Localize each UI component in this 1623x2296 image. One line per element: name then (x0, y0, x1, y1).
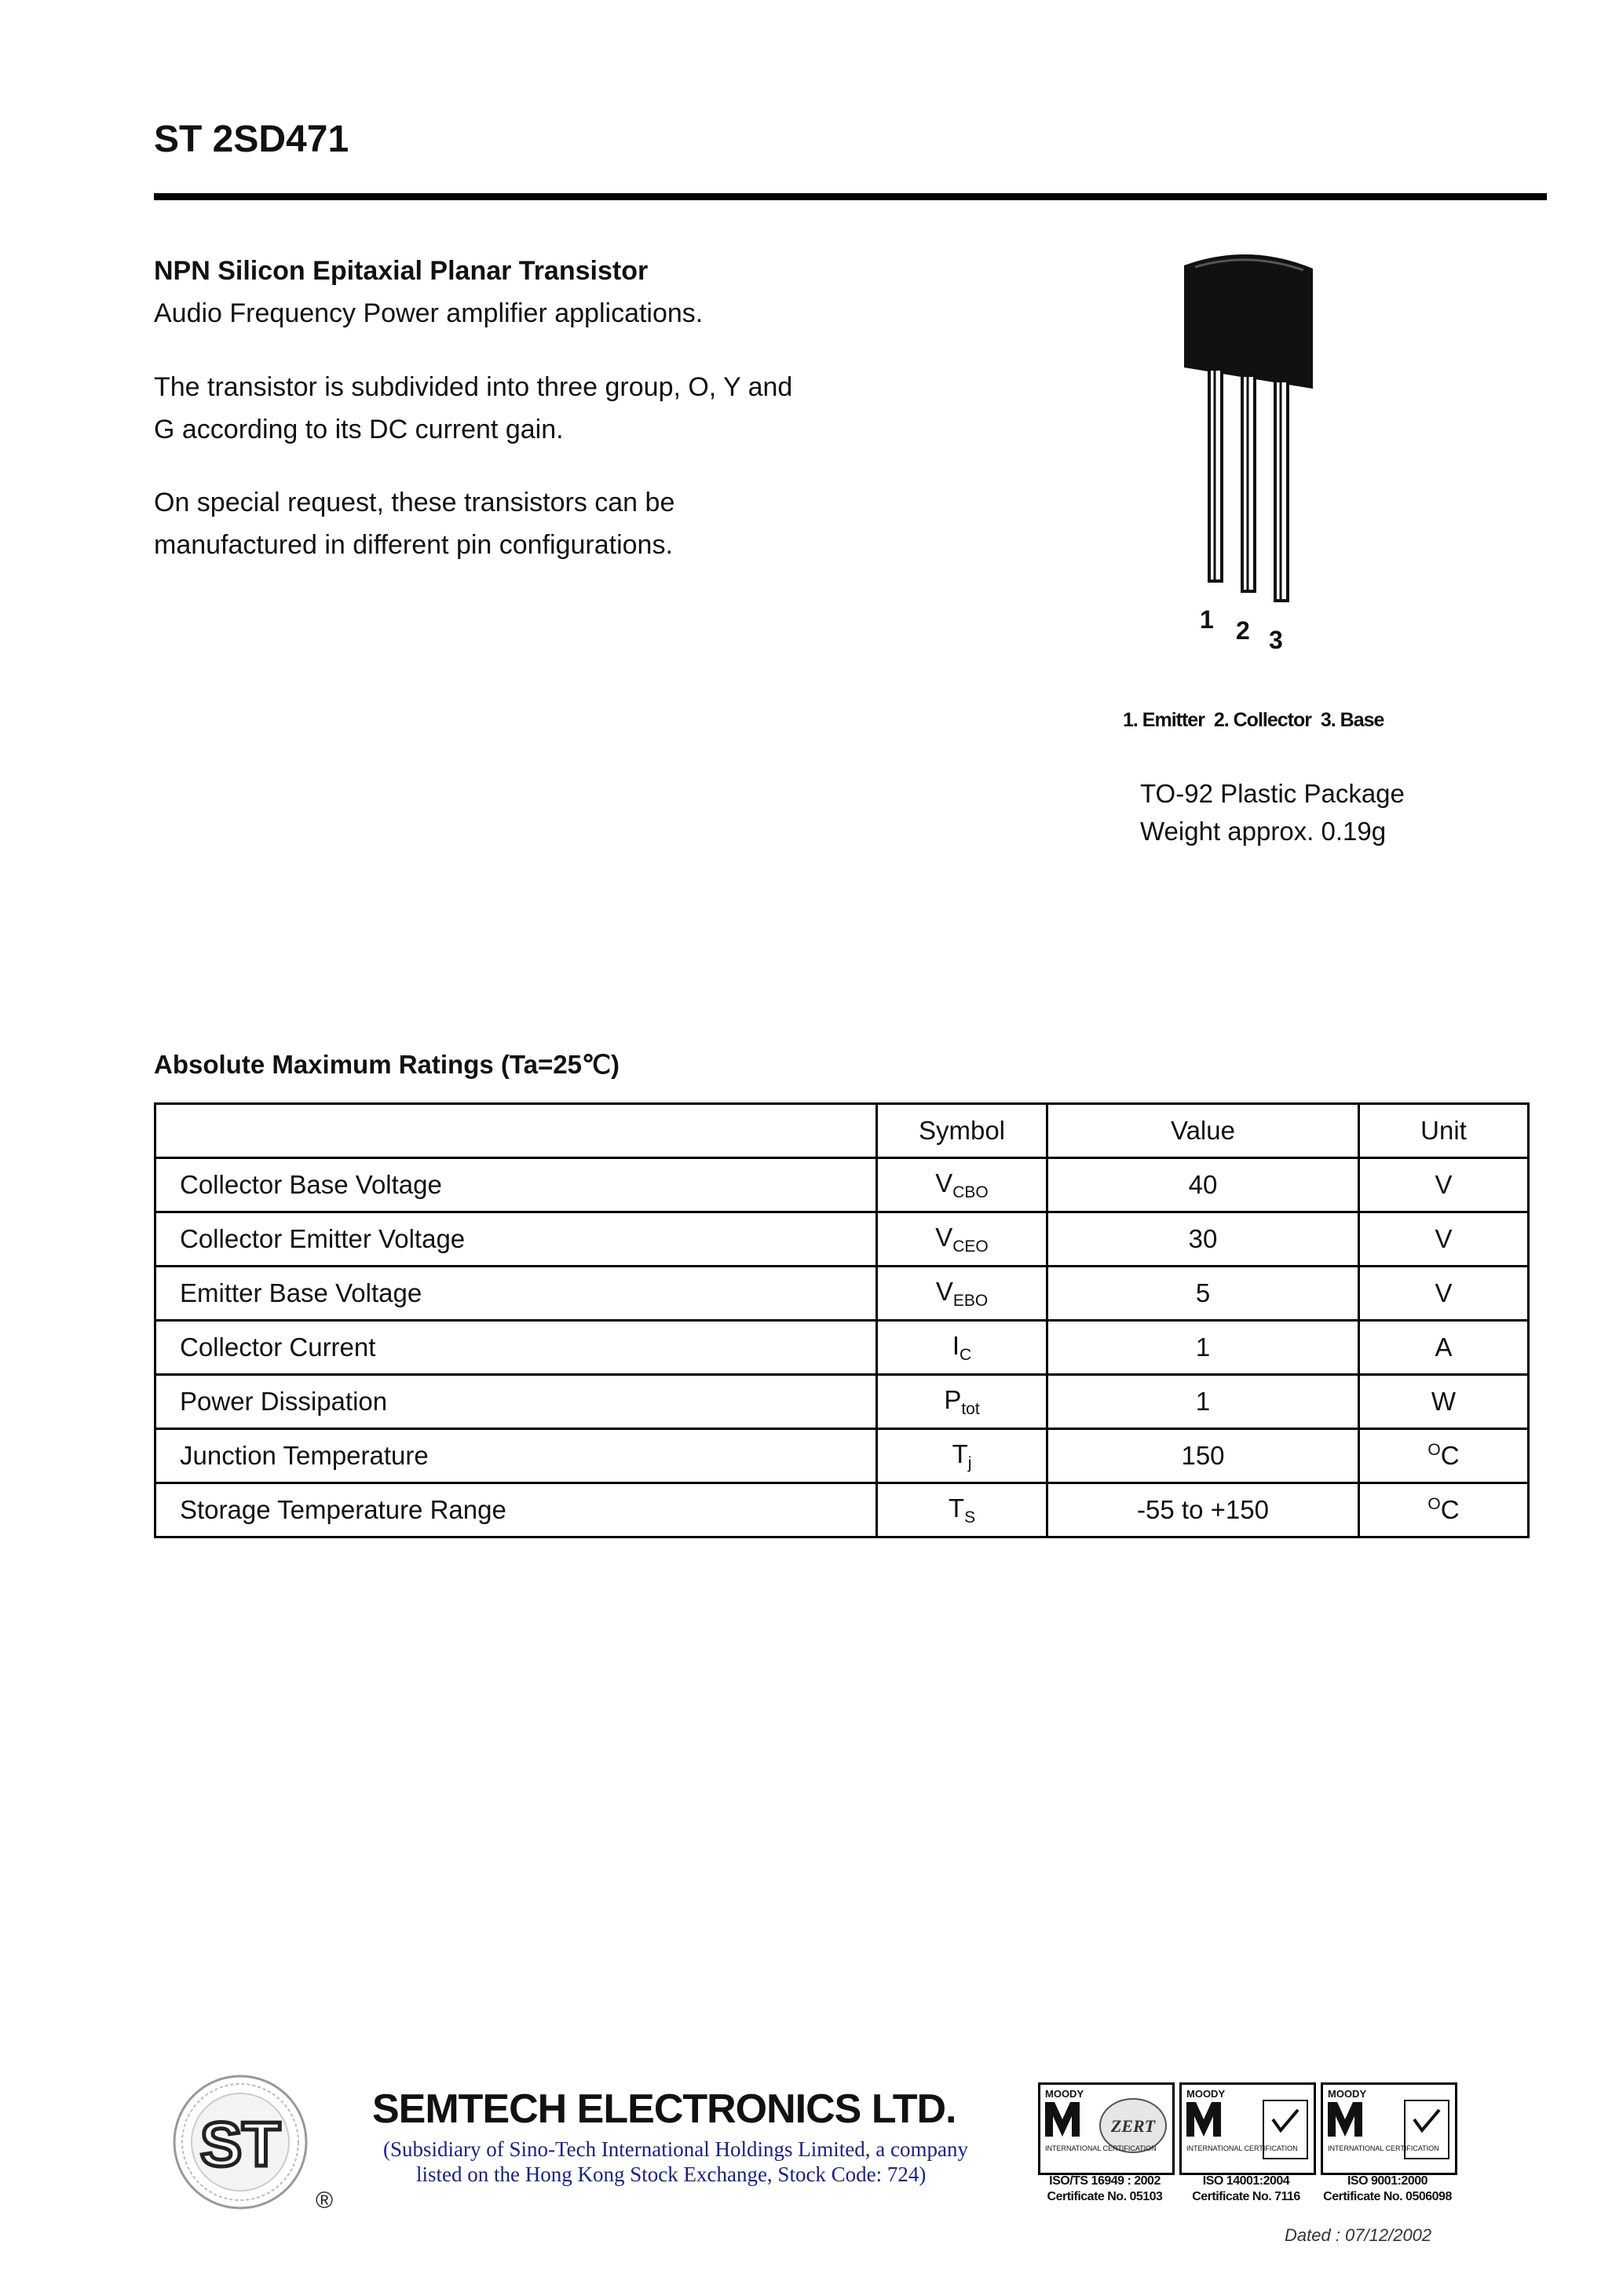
row-symbol: $T_S$ (877, 1483, 1047, 1537)
table-row (155, 1158, 1529, 1212)
moody-cert-badge-iso-9001 (1321, 2082, 1457, 2175)
cert-number: Certificate No. 0506098 (1323, 2190, 1452, 2203)
row-symbol: $V_{CEO}$ (877, 1212, 1047, 1267)
row-symbol: $T_j$ (877, 1429, 1047, 1483)
pin-config-paragraph (154, 481, 861, 566)
row-value: 1 (1047, 1321, 1359, 1375)
moody-m-icon (1186, 2102, 1221, 2137)
package-name: TO-92 Plastic Package (1140, 779, 1405, 808)
row-value: 1 (1047, 1375, 1359, 1429)
application-text (154, 292, 861, 335)
cert-caption-2 (1175, 2174, 1318, 2205)
pin-number-2: 2 (1236, 616, 1250, 645)
moody-cert-badge-iso-ts (1038, 2082, 1175, 2175)
header-value: Value (1047, 1104, 1359, 1158)
row-value: 30 (1047, 1212, 1359, 1267)
moody-m-icon (1045, 2102, 1080, 2137)
row-parameter: Junction Temperature (155, 1429, 877, 1483)
cert-sub: INTERNATIONAL CERTIFICATION (1045, 2144, 1157, 2152)
ratings-table (154, 1102, 1530, 1538)
table-row (155, 1375, 1529, 1429)
table-row (155, 1321, 1529, 1375)
moody-m-icon (1328, 2102, 1362, 2137)
moody-cert-badge-iso-14001 (1179, 2082, 1316, 2175)
row-unit: A (1359, 1321, 1529, 1375)
header-unit: Unit (1359, 1104, 1529, 1158)
row-symbol: $V_{EBO}$ (877, 1267, 1047, 1321)
row-unit: $^O$C (1359, 1429, 1529, 1483)
gain-groups-line-1: The transistor is subdivided into three group, O, Y and (154, 372, 793, 402)
pin-number-1: 1 (1200, 605, 1214, 634)
st-logo-icon (170, 2073, 334, 2214)
pin-legend: 1. Emitter 2. Collector 3. Base (1123, 709, 1384, 731)
package-weight: Weight approx. 0.19g (1140, 817, 1387, 846)
cert-brand: MOODY (1328, 2088, 1367, 2100)
cert-sub: INTERNATIONAL CERTIFICATION (1328, 2144, 1439, 2152)
table-row (155, 1267, 1529, 1321)
pin-number-3: 3 (1269, 626, 1283, 654)
gain-groups-line-2: G according to its DC current gain. (154, 415, 564, 444)
cert-standard: ISO 9001:2000 (1347, 2174, 1428, 2188)
title-rule (154, 193, 1547, 200)
application-line: Audio Frequency Power amplifier applications. (154, 298, 704, 328)
cert-number: Certificate No. 05103 (1047, 2190, 1163, 2203)
row-symbol: $I_C$ (877, 1321, 1047, 1375)
cert-standard: ISO 14001:2004 (1202, 2174, 1290, 2188)
row-parameter: Collector Emitter Voltage (155, 1212, 877, 1267)
gain-groups-paragraph (154, 366, 861, 451)
row-unit: $^O$C (1359, 1483, 1529, 1537)
row-parameter: Emitter Base Voltage (155, 1267, 877, 1321)
dated-stamp: Dated : 07/12/2002 (1285, 2225, 1432, 2245)
row-unit: V (1359, 1212, 1529, 1267)
ratings-header-row (155, 1104, 1529, 1158)
svg-text:ZERT: ZERT (1110, 2116, 1156, 2136)
transistor-body (1184, 254, 1313, 389)
row-unit: V (1359, 1267, 1529, 1321)
row-parameter: Collector Base Voltage (155, 1158, 877, 1212)
pin-config-line-2: manufactured in different pin configurations. (154, 530, 673, 560)
row-unit: W (1359, 1375, 1529, 1429)
subsidiary-line-1: (Subsidiary of Sino-Tech International Holdings Limited, a company (383, 2137, 968, 2161)
row-unit: V (1359, 1158, 1529, 1212)
row-parameter: Collector Current (155, 1321, 877, 1375)
cert-caption-1 (1033, 2174, 1176, 2205)
cert-standard: ISO/TS 16949 : 2002 (1049, 2174, 1161, 2188)
row-value: 150 (1047, 1429, 1359, 1483)
table-row (155, 1429, 1529, 1483)
table-row (155, 1483, 1529, 1537)
row-value: 40 (1047, 1158, 1359, 1212)
logo-letters: ST (199, 2109, 281, 2179)
cert-sub: INTERNATIONAL CERTIFICATION (1186, 2144, 1298, 2152)
header-symbol: Symbol (877, 1104, 1047, 1158)
cert-number: Certificate No. 7116 (1192, 2190, 1300, 2203)
registered-mark: ® (316, 2188, 334, 2214)
cert-brand: MOODY (1186, 2088, 1226, 2100)
device-subtitle: NPN Silicon Epitaxial Planar Transistor (154, 256, 649, 286)
cert-caption-3 (1316, 2174, 1459, 2205)
table-row (155, 1212, 1529, 1267)
row-parameter: Power Dissipation (155, 1375, 877, 1429)
to92-transistor-drawing (1178, 251, 1319, 660)
header-parameter (155, 1104, 877, 1158)
company-name: SEMTECH ELECTRONICS LTD. (372, 2086, 956, 2132)
row-parameter: Storage Temperature Range (155, 1483, 877, 1537)
document-title: ST 2SD471 (154, 119, 349, 160)
row-symbol: $P_{tot}$ (877, 1375, 1047, 1429)
row-value: -55 to +150 (1047, 1483, 1359, 1537)
cert-brand: MOODY (1045, 2088, 1084, 2100)
pin-config-line-1: On special request, these transistors can be (154, 488, 675, 517)
subsidiary-line-2: listed on the Hong Kong Stock Exchange, Stock Code: 724) (416, 2163, 927, 2186)
row-symbol: $V_{CBO}$ (877, 1158, 1047, 1212)
row-value: 5 (1047, 1267, 1359, 1321)
ratings-title: Absolute Maximum Ratings (Ta=25℃) (154, 1050, 620, 1079)
